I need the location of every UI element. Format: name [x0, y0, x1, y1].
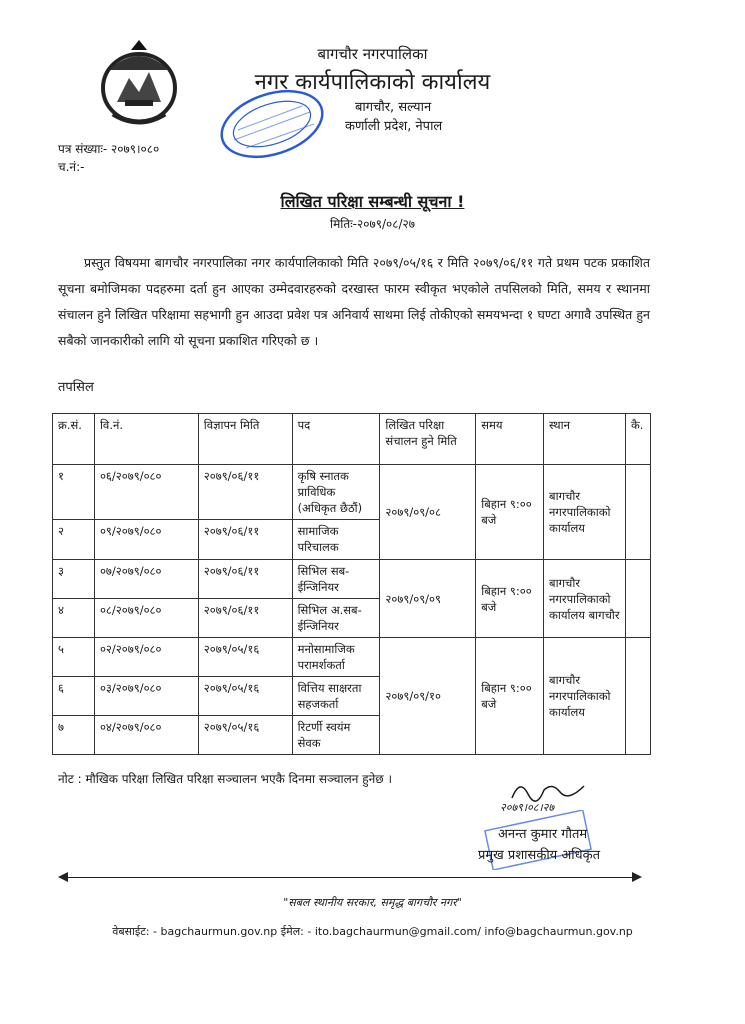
header-post: पद: [292, 414, 380, 465]
header-ad-no: वि.नं.: [94, 414, 198, 465]
cell-ad-no: ०९/२०७९/०८०: [94, 520, 198, 560]
cell-post: सिभिल सब-ईन्जिनियर: [292, 560, 380, 599]
cell-ad-no: ०६/२०७९/०८०: [94, 465, 198, 520]
notice-date: मितिः-२०७९/०८/२७: [330, 217, 415, 231]
cell-post: रिटर्णी स्वयंम सेवक: [292, 716, 380, 755]
officer-name: अनन्त कुमार गौतम: [498, 827, 588, 842]
cell-remarks: [625, 638, 650, 755]
letter-number: पत्र संख्याः- २०७९।०८०: [58, 142, 160, 156]
footer-slogan: "सबल स्थानीय सरकार, समृद्ध बागचौर नगर": [283, 896, 462, 909]
cell-time: बिहान ९:०० बजे: [476, 465, 544, 560]
cell-ad-date: २०७९/०५/१६: [198, 677, 292, 716]
table-row: [53, 638, 651, 677]
cell-venue: बागचौर नगरपालिकाको कार्यालय: [544, 465, 626, 560]
cell-ad-no: ०३/२०७९/०८०: [94, 677, 198, 716]
cell-exam-date: २०७९/०९/०८: [380, 465, 476, 560]
office-name: नगर कार्यपालिकाको कार्यालय: [254, 70, 491, 95]
cell-post: वित्तिय साक्षरता सहजकर्ता: [292, 677, 380, 716]
cell-ad-date: २०७९/०५/१६: [198, 638, 292, 677]
header-venue: स्थान: [544, 414, 626, 465]
notice-title: [0, 190, 745, 212]
cell-sn: ७: [53, 716, 95, 755]
footer-divider: [60, 877, 640, 878]
header-ad-date: विज्ञापन मिति: [198, 414, 292, 465]
office-stamp-icon: [212, 84, 332, 164]
cell-time: बिहान ९:०० बजे: [476, 560, 544, 638]
note-text: नोट : मौखिक परिक्षा लिखित परिक्षा सञ्चालन भएकै दिनमा सञ्चालन हुनेछ ।: [58, 772, 393, 786]
table-row: [53, 465, 651, 520]
cell-sn: २: [53, 520, 95, 560]
address-line-2: कर्णाली प्रदेश, नेपाल: [345, 119, 443, 134]
cell-venue: बागचौर नगरपालिकाको कार्यालय: [544, 638, 626, 755]
cell-sn: १: [53, 465, 95, 520]
cell-post: मनोसामाजिक परामर्शकर्ता: [292, 638, 380, 677]
footer-contact: वेबसाईट: - bagchaurmun.gov.np ईमेल: - ito.bagchaurmun@gmail.com/ info@bagchaurmun.gov.np: [112, 925, 633, 938]
cell-ad-no: ०२/२०७९/०८०: [94, 638, 198, 677]
header-remarks: कै.: [625, 414, 650, 465]
arrow-left-icon: [58, 872, 68, 882]
officer-designation: प्रमुख प्रशासकीय अधिकृत: [478, 848, 601, 863]
cell-ad-date: २०७९/०६/११: [198, 465, 292, 520]
dispatch-number: च.नं:-: [58, 160, 85, 174]
exam-schedule-table: [52, 413, 651, 755]
cell-ad-no: ०८/२०७९/०८०: [94, 599, 198, 638]
arrow-right-icon: [632, 872, 642, 882]
cell-sn: ६: [53, 677, 95, 716]
cell-post: सिभिल अ.सब-ईन्जिनियर: [292, 599, 380, 638]
notice-title-text: लिखित परिक्षा सम्बन्धी सूचना !: [280, 192, 465, 211]
cell-ad-no: ०४/२०७९/०८०: [94, 716, 198, 755]
cell-ad-no: ०७/२०७९/०८०: [94, 560, 198, 599]
cell-post: सामाजिक परिचालक: [292, 520, 380, 560]
cell-time: बिहान ९:०० बजे: [476, 638, 544, 755]
cell-remarks: [625, 560, 650, 638]
cell-venue: बागचौर नगरपालिकाको कार्यालय बागचौर: [544, 560, 626, 638]
header-sn: क्र.सं.: [53, 414, 95, 465]
cell-exam-date: २०७९/०९/०९: [380, 560, 476, 638]
header-time: समय: [476, 414, 544, 465]
table-row: [53, 560, 651, 599]
cell-ad-date: २०७९/०५/१६: [198, 716, 292, 755]
cell-sn: ३: [53, 560, 95, 599]
cell-ad-date: २०७९/०६/११: [198, 520, 292, 560]
schedule-label: तपसिल: [58, 380, 94, 395]
cell-ad-date: २०७९/०६/११: [198, 560, 292, 599]
header-exam-date: लिखित परिक्षा संचालन हुने मिति: [380, 414, 476, 465]
cell-sn: ४: [53, 599, 95, 638]
cell-remarks: [625, 465, 650, 560]
cell-exam-date: २०७९/०९/१०: [380, 638, 476, 755]
cell-sn: ५: [53, 638, 95, 677]
cell-post: कृषि स्नातक प्राविधिक (अधिकृत छैठौं): [292, 465, 380, 520]
notice-body: प्रस्तुत विषयमा बागचौर नगरपालिका नगर कार्यपालिकाको मिति २०७९/०५/१६ र मिति २०७९/०६/११ गते प्रथम पटक प्रकाशित सूचना बमोजिमका पदहरुमा दर्ता हुन आएका उम्मेदवारहरुको दरखास्त फारम स्वीकृत भएकोले तपसिलको मिति, समय र स्थानमा संचालन हुने लिखित परिक्षामा सहभागी हुन आउदा प्रवेश पत्र अनिवार्य साथमा लिई तोकीएको समयभन्दा १ घण्टा अगावै उपस्थित हुन सबैको जानकारीको लागि यो सूचना प्रकाशित गरिएको छ ।: [58, 255, 650, 348]
address-line-1: बागचौर, सल्यान: [355, 100, 432, 115]
table-header-row: [53, 414, 651, 465]
cell-ad-date: २०७९/०६/११: [198, 599, 292, 638]
signature-date: २०७९।०८।२७: [500, 801, 555, 814]
municipality-name: बागचौर नगरपालिका: [317, 45, 428, 63]
